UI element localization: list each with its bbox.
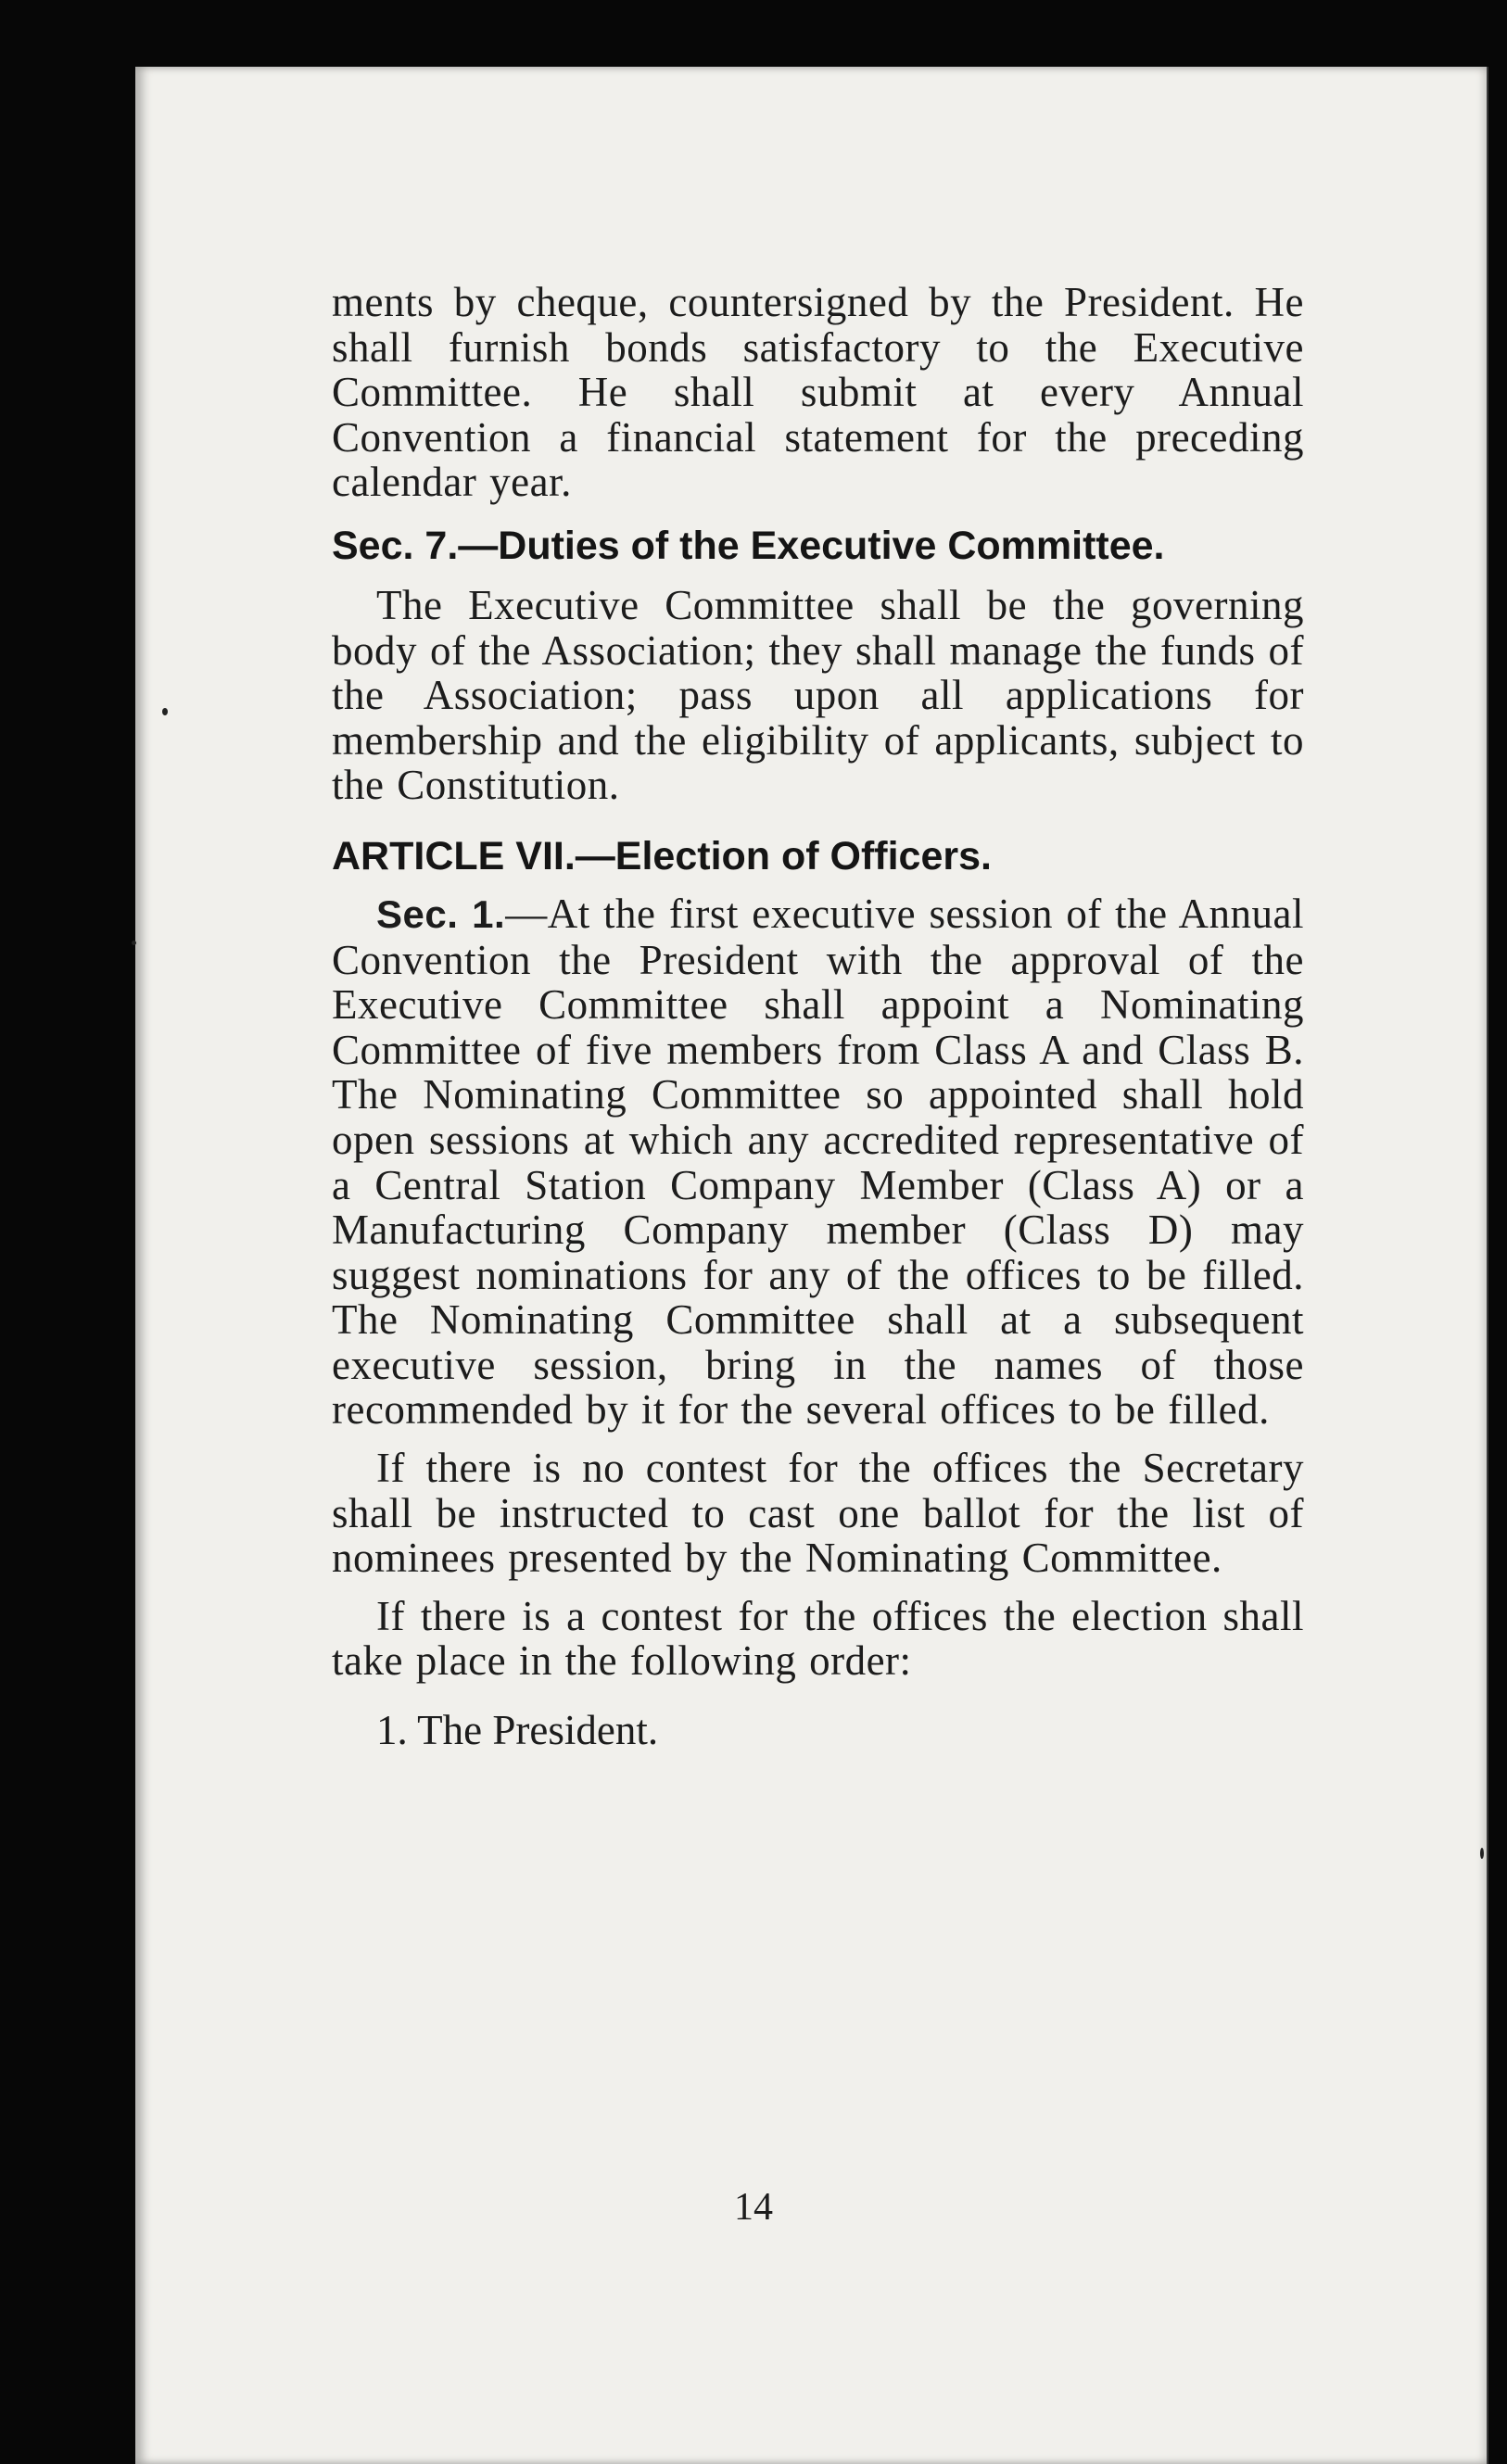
page-number: 14: [734, 2186, 773, 2229]
paragraph-section-1: [332, 891, 1304, 1433]
scan-speck: [132, 941, 136, 945]
page-edge-line: [1487, 67, 1488, 2464]
article-7-heading: ARTICLE VII.—Election of Officers.: [332, 833, 992, 878]
paragraph-contest: If there is a contest for the offices the election shall take place in the following order:: [332, 1592, 1304, 1685]
section-7-heading: Sec. 7.—Duties of the Executive Committee.: [332, 523, 1165, 568]
paragraph-treasurer-duties: ments by cheque, countersigned by the President. He shall furnish bonds satisfactory to the Executive Committee. He shall submit at every Annual Convention a financial statement for the preceding calendar year.: [332, 279, 1304, 506]
paragraph-no-contest: If there is no contest for the offices the Secretary shall be instructed to cast one ballot for the list of nominees presented by the Nominating Committee.: [332, 1445, 1304, 1582]
page-text-column: [332, 280, 1304, 1753]
scan-speck: [162, 708, 168, 715]
scan-speck: [1480, 1848, 1484, 1859]
section-1-label: Sec. 1.: [376, 891, 506, 936]
list-item-president: 1. The President.: [376, 1707, 659, 1754]
paragraph-executive-committee: The Executive Committee shall be the governing body of the Association; they shall manage the funds of the Association; pass upon all applications for membership and the eligibility of applicants, subject to the Constitution.: [332, 581, 1304, 809]
section-1-body: —At the first executive session of the Annual Convention the President with the approval of the Executive Committee shall appoint a Nominating Committee of five members from Class A and Class B. The Nominating Committee so appointed shall hold open sessions at which any accredited representative of a Central Station Company Member (Class A) or a Manufacturing Company member (Class D) may suggest nominations for any of the offices to be filled. The Nominating Committee shall at a subsequent executive session, bring in the names of those recommended by it for the several offices to be filled.: [332, 890, 1304, 1434]
